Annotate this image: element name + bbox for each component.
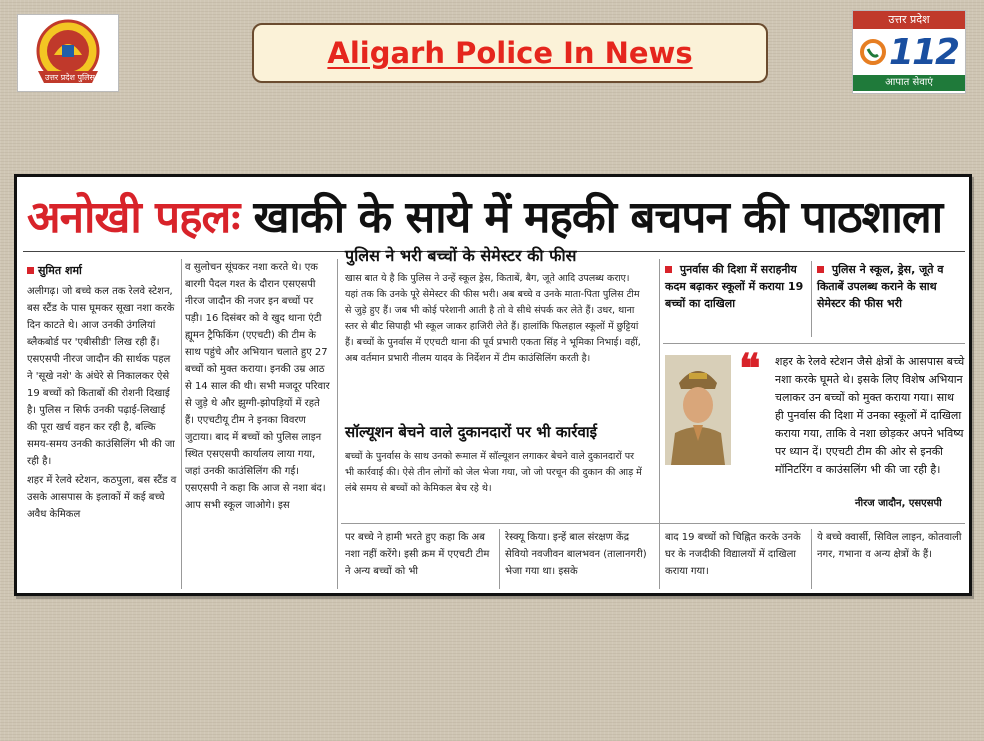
subheading-semester-fees: पुलिस ने भरी बच्चों के सेमेस्टर की फीस [345, 246, 577, 265]
headline-part1: अनोखी पहलः [27, 192, 240, 241]
officer-portrait-icon [665, 355, 731, 465]
dial-112-icon [860, 39, 886, 65]
logo-right-top: उत्तर प्रदेश [853, 11, 965, 29]
headline-part2: खाकी के साये में महकी बचपन की पाठशाला [253, 192, 943, 241]
bottom-column-3: बाद 19 बच्चों को चिह्नित करके उनके घर के नजदीकी विद्यालयों में दाखिला कराया गया। [665, 532, 801, 577]
ssp-quote: शहर के रेलवे स्टेशन जैसे क्षेत्रों के आसपास बच्चे नशा करके घूमते थे। इसके लिए विशेष अभियान चलाकर उन बच्चों को मुक्त कराया गया। साथ ही पुनर्वास की दिशा में उनका स्कूलों में दाखिला कराया गया, ताकि वे नशा छोड़कर अपने भविष्य पर ध्यान दें। एएचटी टीम की ओर से इनकी मॉनिटरिंग व काउंसलिंग भी की जा रही है। [775, 355, 965, 476]
logo-left-text: उत्तर प्रदेश पुलिस [45, 73, 95, 82]
bullet-icon [817, 266, 824, 273]
dial-112-logo [852, 10, 966, 94]
article-headline [27, 185, 962, 241]
side-highlight-admission: पुनर्वास की दिशा में सराहनीय कदम बढ़ाकर स्कूलों में कराया 19 बच्चों का दाखिला [665, 263, 804, 310]
byline: सुमित शर्मा [27, 263, 82, 278]
bottom-column-2: रेस्क्यू किया। इन्हें बाल संरक्षण केंद्र सेवियो नवजीवन बालभवन (तालानगरी) भेजा गया था। इसके [505, 532, 647, 577]
quote-mark-icon: ❝ [739, 345, 761, 392]
page-title: Aligarh Police In News [327, 36, 693, 70]
bottom-column-4: ये बच्चे क्वार्सी, सिविल लाइन, कोतवाली नगर, गभाना व अन्य क्षेत्रों के हैं। [817, 532, 962, 560]
up-police-logo [17, 14, 119, 92]
column-2-text: व सुलोचन सूंघकर नशा करते थे। एक बारगी पैदल गश्त के दौरान एसएसपी नीरज जादौन की नजर इन बच्चों पर पड़ी। 16 दिसंबर को वे खुद थाना एंटी ह्यूमन ट्रैफिकिंग (एएचटी) की टीम के साथ पहुंचे और अभियान चलाते हुए 27 बच्चों को मुक्त कराया। इनकी उम्र आठ से 14 साल की थी। सभी मजदूर परिवार से जुड़े थे और झुग्गी-झोपड़ियों में रहते हैं। एएचटीयू टीम ने इनका विवरण जुटाया। बाद में बच्चों को पुलिस लाइन स्थित एसएसपी कार्यालय लाया गया, जहां उनकी काउंसिलिंग की गई। एसएसपी ने कहा कि आज से नशा बंद। आप सभी स्कूल जाओगे। इस [185, 262, 330, 511]
logo-right-bottom: आपात सेवाएं [853, 75, 965, 91]
semester-fees-text: खास बात ये है कि पुलिस ने उन्हें स्कूल ड्रेस, किताबें, बैग, जूते आदि उपलब्ध कराए। यहां तक कि उनके पूरे सेमेस्टर की फीस भरी। अब बच्चे व उनके माता-पिता पुलिस टीम से जुड़े हुए हैं। जब भी कोई परेशानी आती है तो वे सीधे संपर्क कर लेते हैं। उधर, थाना स्तर से बीट सिपाही भी स्कूल जाकर हाजिरी लेते हैं। हालांकि फिलहाल स्कूलों में छुट्टियां हैं। बच्चों के पुनर्वास में एएचटी थाना की पूर्व प्रभारी एकता सिंह ने भूमिका निभाई। वहीं, अब वर्तमान प्रभारी नीलम यादव के निर्देशन में टीम काउंसिलिंग करती है। [345, 273, 641, 364]
quote-signature: नीरज जादौन, एसएसपी [855, 498, 942, 509]
article-column-1 [27, 283, 177, 523]
shopkeeper-action-text: बच्चों के पुनर्वास के साथ उनको रूमाल में सॉल्यूशन लगाकर बेचने वाले दुकानदारों पर भी कार्रवाई की। ऐसे तीन लोगों को जेल भेजा गया, जो जो परचून की दुकान की आड़ में लंबे समय से बच्चों को केमिकल बेच रहे थे। [345, 451, 642, 494]
page-title-box [252, 23, 768, 83]
article-column-2 [185, 259, 331, 589]
column-1-text-b: शहर में रेलवे स्टेशन, कठपुला, बस स्टैंड व उसके आसपास के इलाकों में कई बच्चे अवैध केमिकल [27, 475, 177, 520]
column-1-text: अलीगढ़। जो बच्चे कल तक रेलवे स्टेशन, बस स्टैंड के पास घूमकर सूखा नशा करके दिन काटते थे। आज उनकी उंगलियां ब्लैकबोर्ड पर 'एबीसीडी' लिख रही हैं। एसएसपी नीरज जादौन की सार्थक पहल ने 'सूखे नशे' के अंधेरे से निकालकर ऐसे 19 बच्चों को किताबों की रोशनी दिखाई है। पुलिस न सिर्फ उनकी पढ़ाई-लिखाई की पूरा खर्च वहन कर रही है, बल्कि समय-समय उनकी काउंसिलिंग भी की जा रही है। [27, 286, 175, 467]
officer-photo [665, 355, 731, 465]
bottom-column-1: पर बच्चे ने हामी भरते हुए कहा कि अब नशा नहीं करेंगे। इसी क्रम में एएचटी टीम ने अन्य बच्चों को भी [345, 532, 490, 577]
side-highlight-fees: पुलिस ने स्कूल, ड्रेस, जूते व किताबें उपलब्ध कराने के साथ सेमेस्टर की फीस भरी [817, 263, 944, 310]
logo-right-number: 112 [888, 31, 959, 73]
subheading-shopkeeper-action: सॉल्यूशन बेचने वाले दुकानदारों पर भी कार्रवाई [345, 423, 598, 441]
news-clipping [14, 174, 972, 596]
bullet-icon [665, 266, 672, 273]
